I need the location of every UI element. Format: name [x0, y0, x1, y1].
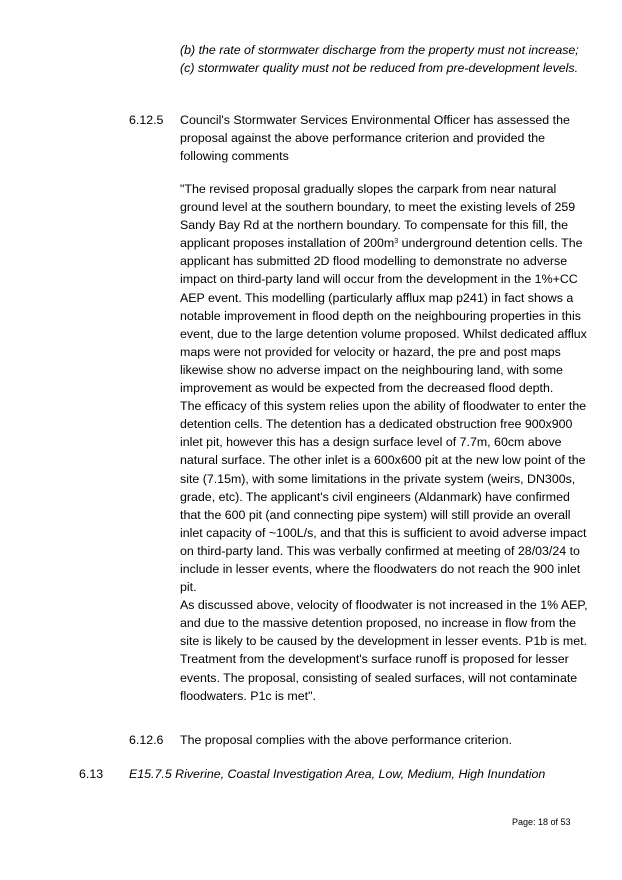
section-paragraph: The proposal complies with the above performance criterion.	[180, 733, 512, 747]
quote-paragraph: Treatment from the development's surface runoff is proposed for lesser events. The proposal, consisting of sealed surfaces, will not contaminate floodwaters. P1c is met".	[180, 652, 578, 703]
officer-comments-quote	[180, 180, 588, 705]
section-heading: E15.7.5 Riverine, Coastal Investigation Area, Low, Medium, High Inundation	[129, 767, 546, 781]
section-number: 6.12.6	[129, 733, 164, 747]
section-number: 6.12.5	[129, 113, 164, 127]
criterion-item-c: (c) stormwater quality must not be reduced from pre-development levels.	[180, 61, 579, 76]
section-number: 6.13	[79, 767, 104, 781]
quote-paragraph: "The revised proposal gradually slopes the carpark from near natural ground level at the southern boundary, to meet the existing levels of 259 Sandy Bay Rd at the northern boundary. To compensate for this fill, the applicant proposes installation of $200m^3$ underground detention cells. The applicant has submitted 2D flood modelling to demonstrate no adverse impact on third-party land will occur from the development in the 1%+CC AEP event. This modelling (particularly afflux map p241) in fact shows a notable improvement in flood depth on the neighbouring properties in this event, due to the large detention volume proposed. Whilst dedicated afflux maps were not provided for velocity or hazard, the pre and post maps likewise show no adverse impact on the neighbouring land, with some improvement as would be expected from the decreased flood depth.	[180, 182, 587, 396]
criterion-item-b: (b) the rate of stormwater discharge from the property must not increase;	[180, 43, 579, 57]
page-number: Page: 18 of 53	[512, 817, 571, 827]
criterion-items	[180, 41, 585, 77]
quote-paragraph: As discussed above, velocity of floodwater is not increased in the 1% AEP, and due to the massive detention proposed, no increase in flow from the site is likely to be caused by the development in lesser events. P1b is met.	[180, 598, 588, 649]
section-paragraph: Council's Stormwater Services Environmental Officer has assessed the proposal against the above performance criterion and provided the following comments	[180, 113, 570, 164]
quote-paragraph: The efficacy of this system relies upon the ability of floodwater to enter the detention cells. The detention has a dedicated obstruction free 900x900 inlet pit, however this has a design surface level of 7.7m, 60cm above natural surface. The other inlet is a 600x600 pit at the new low point of the site (7.15m), with some limitations in the private system (weirs, DN300s, grade, etc). The applicant's civil engineers (Aldanmark) have confirmed that the 600 pit (and connecting pipe system) will still provide an overall inlet capacity of ~100L/s, and that this is sufficient to avoid adverse impact on third-party land. This was verbally confirmed at meeting of 28/03/24 to include in lesser events, where the floodwaters do not reach the 900 inlet pit.	[180, 399, 587, 595]
